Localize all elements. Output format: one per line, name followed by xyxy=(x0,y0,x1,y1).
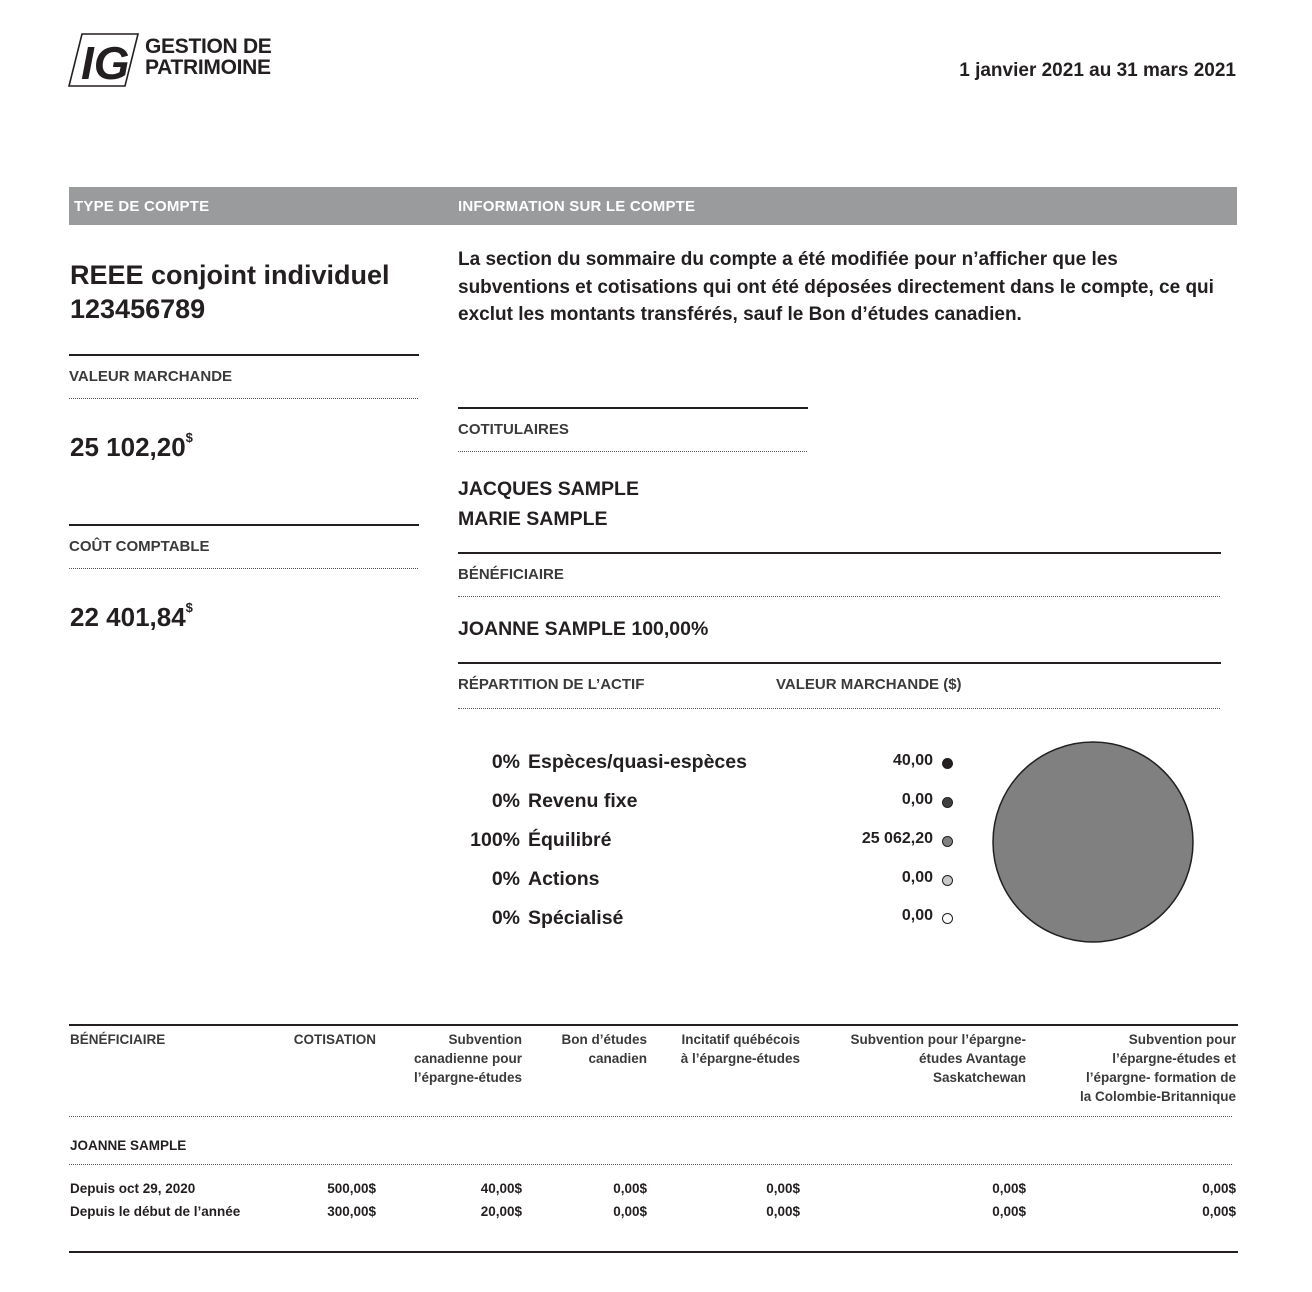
asset-pct: 0% xyxy=(491,751,520,773)
divider xyxy=(458,407,808,409)
header-line: canadienne pour xyxy=(413,1051,522,1066)
legend-swatch xyxy=(942,836,953,847)
book-cost-label: COÛT COMPTABLE xyxy=(69,538,210,555)
logo-text-line1: GESTION DE xyxy=(145,35,272,58)
asset-value: 0,00 xyxy=(901,791,933,808)
divider xyxy=(69,1024,1238,1026)
cell-sage: 0,00$ xyxy=(992,1204,1026,1219)
asset-pct: 0% xyxy=(491,907,520,929)
dotted-divider xyxy=(458,451,807,452)
header-line: Subvention xyxy=(448,1032,522,1047)
legend-swatch xyxy=(942,875,953,886)
table-beneficiary-name: JOANNE SAMPLE xyxy=(70,1138,187,1153)
account-info-text: La section du sommaire du compte a été modifiée pour n’afficher que les subventions et cotisations qui ont été déposées directement dans le compte, ce qui exclut les montants transférés, sauf le Bon d’études canadien. xyxy=(458,249,1214,325)
header-line: la Colombie-Britannique xyxy=(1079,1089,1236,1104)
header-line: Bon d’études xyxy=(561,1032,647,1047)
cell-qesi: 0,00$ xyxy=(766,1204,800,1219)
header-line: Subvention pour l’épargne- xyxy=(850,1032,1026,1047)
allocation-pie-chart xyxy=(990,739,1196,945)
account-type-block xyxy=(70,258,390,326)
header-line: Saskatchewan xyxy=(932,1070,1026,1085)
book-cost-amount: 22 401,84 xyxy=(70,602,186,632)
dotted-divider xyxy=(69,1164,1232,1165)
asset-name: Actions xyxy=(528,868,600,890)
asset-pct: 100% xyxy=(470,829,520,851)
divider xyxy=(458,552,1221,554)
cell-bctesg: 0,00$ xyxy=(1202,1204,1236,1219)
header-line: Incitatif québécois xyxy=(681,1032,800,1047)
asset-pct: 0% xyxy=(491,790,520,812)
logo-mark-text: IG xyxy=(81,37,130,88)
legend-swatch xyxy=(942,797,953,808)
beneficiary-value: JOANNE SAMPLE 100,00% xyxy=(458,618,709,640)
account-type-name: REEE conjoint individuel xyxy=(70,260,390,290)
cell-bctesg: 0,00$ xyxy=(1202,1181,1236,1196)
allocation-label: RÉPARTITION DE L’ACTIF xyxy=(458,676,645,693)
col-header-bctesg xyxy=(1040,1030,1236,1106)
asset-value: 40,00 xyxy=(892,752,933,769)
asset-name: Revenu fixe xyxy=(528,790,638,812)
asset-pct: 0% xyxy=(491,868,520,890)
asset-value: 25 062,20 xyxy=(861,830,933,847)
beneficiary-label: BÉNÉFICIAIRE xyxy=(458,566,564,583)
cell-cesg: 40,00$ xyxy=(480,1181,522,1196)
asset-value: 0,00 xyxy=(901,869,933,886)
header-line: l’épargne-études xyxy=(413,1070,522,1085)
legend-swatch xyxy=(942,758,953,769)
dotted-divider xyxy=(69,568,418,569)
cell-contribution: 500,00$ xyxy=(327,1181,376,1196)
cell-qesi: 0,00$ xyxy=(766,1181,800,1196)
ig-logo-mark xyxy=(68,32,140,88)
divider xyxy=(69,1251,1238,1253)
holder-name: MARIE SAMPLE xyxy=(458,508,608,530)
legend-swatch xyxy=(942,913,953,924)
market-value xyxy=(70,432,193,463)
col-header-cesg xyxy=(380,1030,522,1087)
logo-text xyxy=(145,36,272,78)
dotted-divider xyxy=(69,398,418,399)
col-header-contribution: COTISATION xyxy=(293,1032,376,1047)
currency-symbol: $ xyxy=(185,430,193,445)
dotted-divider xyxy=(458,708,1220,709)
account-info-header: INFORMATION SUR LE COMPTE xyxy=(458,198,696,215)
col-header-sage xyxy=(810,1030,1026,1087)
col-header-qesi xyxy=(655,1030,800,1068)
header-line: canadien xyxy=(588,1051,647,1066)
row-label: Depuis oct 29, 2020 xyxy=(70,1181,196,1196)
dotted-divider xyxy=(458,596,1220,597)
market-value-label: VALEUR MARCHANDE xyxy=(69,368,233,385)
market-value-amount: 25 102,20 xyxy=(70,432,186,462)
account-type-header: TYPE DE COMPTE xyxy=(74,198,210,215)
allocation-value-label: VALEUR MARCHANDE ($) xyxy=(776,676,962,693)
divider xyxy=(69,524,419,526)
header-line: l’épargne- formation de xyxy=(1085,1070,1236,1085)
cell-sage: 0,00$ xyxy=(992,1181,1026,1196)
asset-value: 0,00 xyxy=(901,907,933,924)
book-cost xyxy=(70,602,193,633)
logo-text-line2: PATRIMOINE xyxy=(145,56,271,79)
dotted-divider xyxy=(69,1116,1232,1117)
statement-period: 1 janvier 2021 au 31 mars 2021 xyxy=(959,60,1236,81)
currency-symbol: $ xyxy=(185,600,193,615)
cell-clb: 0,00$ xyxy=(613,1181,647,1196)
header-line: à l’épargne-études xyxy=(680,1051,800,1066)
col-header-clb xyxy=(530,1030,647,1068)
header-line: études Avantage xyxy=(918,1051,1026,1066)
row-label: Depuis le début de l’année xyxy=(70,1204,241,1219)
cell-cesg: 20,00$ xyxy=(480,1204,522,1219)
asset-name: Équilibré xyxy=(528,829,612,851)
divider xyxy=(458,662,1221,664)
col-header-beneficiary: BÉNÉFICIAIRE xyxy=(70,1032,166,1047)
asset-name: Espèces/quasi-espèces xyxy=(528,751,747,773)
divider xyxy=(69,354,419,356)
account-number: 123456789 xyxy=(70,294,206,324)
cell-contribution: 300,00$ xyxy=(327,1204,376,1219)
holder-name: JACQUES SAMPLE xyxy=(458,478,639,500)
header-line: Subvention pour xyxy=(1128,1032,1236,1047)
asset-name: Spécialisé xyxy=(528,907,624,929)
header-line: l’épargne-études et xyxy=(1112,1051,1236,1066)
holders-label: COTITULAIRES xyxy=(458,421,569,438)
cell-clb: 0,00$ xyxy=(613,1204,647,1219)
pie-slice-equilibre xyxy=(993,742,1193,942)
